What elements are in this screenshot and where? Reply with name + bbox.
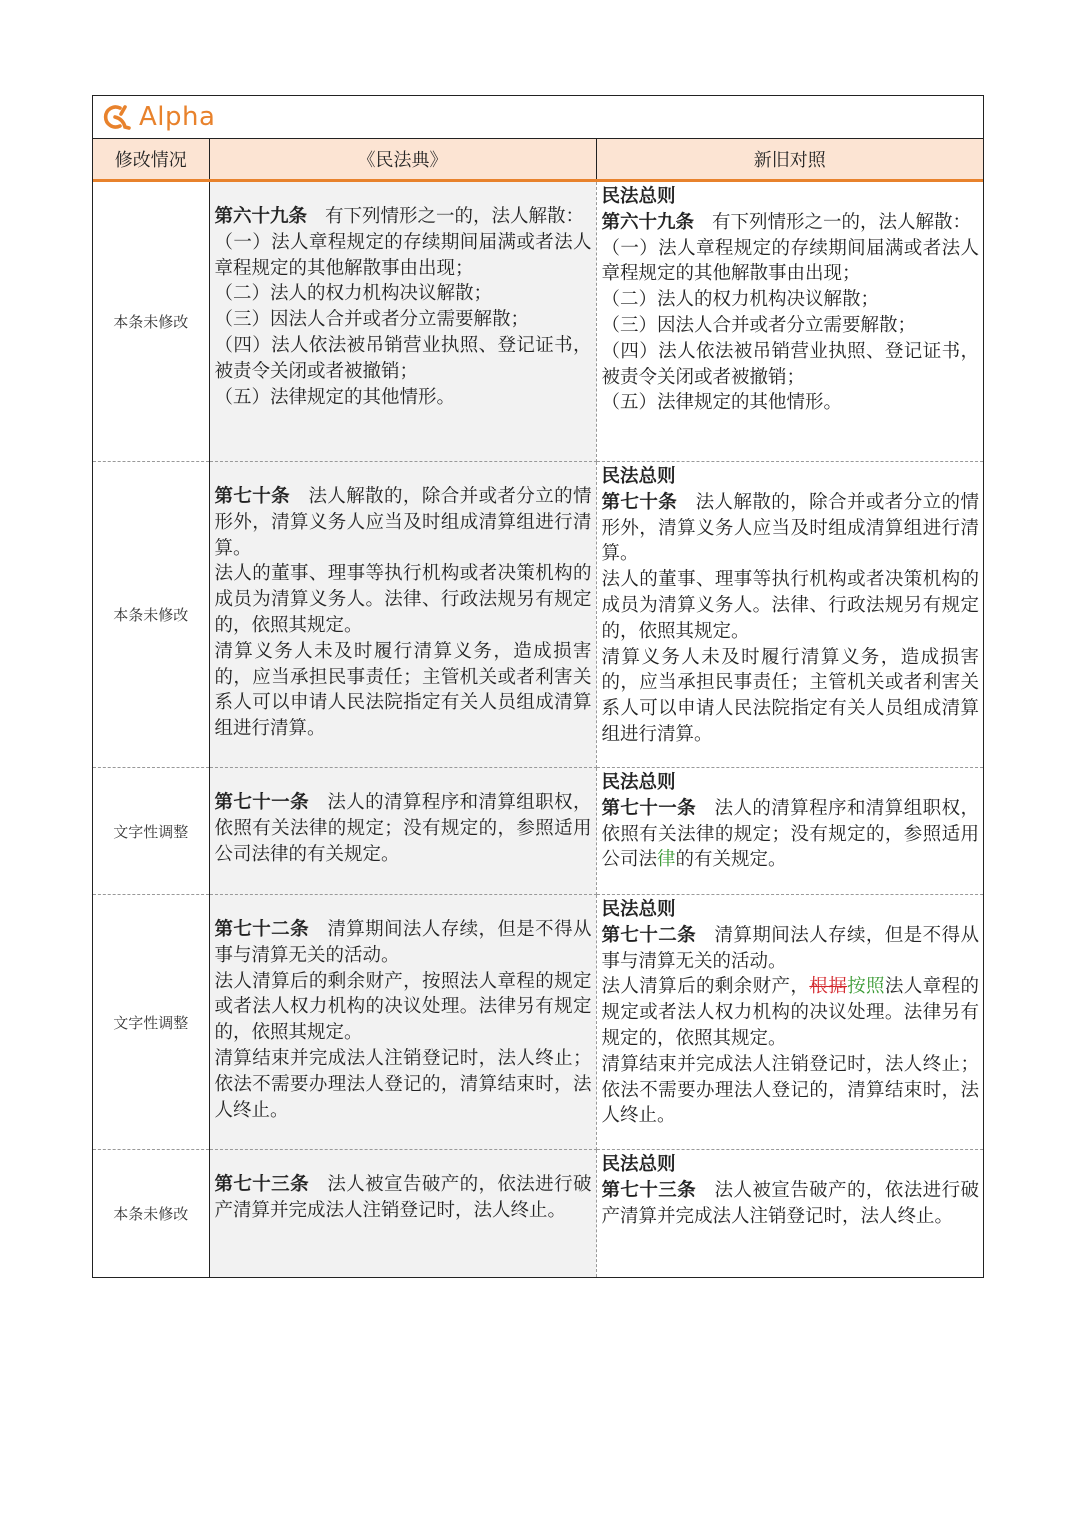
article-paragraph: 第七十条 法人解散的，除合并或者分立的情形外，清算义务人应当及时组成清算组进行清算。	[601, 491, 979, 565]
article-paragraph: 第七十三条 法人被宣告破产的，依法进行破产清算并完成法人注销登记时，法人终止。	[214, 1174, 592, 1221]
source-law: 民法总则	[601, 899, 676, 920]
table-row	[93, 895, 983, 1150]
status-cell: 文字性调整	[93, 895, 209, 1150]
civil-code-cell	[209, 1150, 596, 1277]
comparison-cell	[596, 895, 983, 1150]
deleted-text: 根据	[809, 976, 848, 998]
clause-paragraph: （五）法律规定的其他情形。	[601, 392, 843, 414]
civil-code-cell	[209, 768, 596, 895]
brand-header	[93, 96, 983, 139]
clause-paragraph: 清算结束并完成法人注销登记时，法人终止；依法不需要办理法人登记的，清算结束时，法人终止。	[214, 1047, 592, 1121]
header-status: 修改情况	[93, 139, 209, 181]
clause-paragraph: （一）法人章程规定的存续期间届满或者法人章程规定的其他解散事由出现；	[601, 237, 979, 285]
clause-paragraph: 法人清算后的剩余财产，按照法人章程的规定或者法人权力机构的决议处理。法律另有规定的，依照其规定。	[214, 970, 592, 1044]
comparison-table	[93, 139, 983, 1277]
clause-paragraph: （二）法人的权力机构决议解散；	[214, 283, 493, 305]
clause-paragraph: 法人的董事、理事等执行机构或者决策机构的成员为清算义务人。法律、行政法规另有规定的，依照其规定。	[601, 569, 979, 642]
article-paragraph: 第七十二条 清算期间法人存续，但是不得从事与清算无关的活动。	[601, 924, 979, 972]
source-law: 民法总则	[601, 772, 676, 793]
article-number: 第七十三条	[601, 1179, 697, 1201]
status-cell: 本条未修改	[93, 462, 209, 768]
article-number: 第七十三条	[214, 1174, 309, 1195]
comparison-cell	[596, 462, 983, 768]
alpha-logo-icon	[101, 103, 135, 131]
comparison-cell	[596, 181, 983, 462]
inserted-text: 律	[657, 849, 676, 871]
table-row	[93, 1150, 983, 1277]
source-law: 民法总则	[601, 186, 676, 207]
clause-paragraph: （四）法人依法被吊销营业执照、登记证书，被责令关闭或者被撤销；	[601, 340, 979, 388]
clause-paragraph: 清算结束并完成法人注销登记时，法人终止；依法不需要办理法人登记的，清算结束时，法人终止。	[601, 1053, 979, 1127]
article-paragraph: 第七十一条 法人的清算程序和清算组职权，依照有关法律的规定；没有规定的，参照适用公司法律的有关规定。	[214, 792, 592, 865]
comparison-cell	[596, 1150, 983, 1277]
clause-paragraph: （二）法人的权力机构决议解散；	[601, 289, 880, 311]
article-number: 第六十九条	[214, 206, 308, 227]
article-number: 第七十二条	[214, 919, 309, 940]
clause-paragraph: 法人的董事、理事等执行机构或者决策机构的成员为清算义务人。法律、行政法规另有规定的，依照其规定。	[214, 563, 592, 636]
civil-code-cell	[209, 181, 596, 462]
table-row	[93, 768, 983, 895]
clause-paragraph: 法人清算后的剩余财产，根据按照法人章程的规定或者法人权力机构的决议处理。法律另有规定的，依照其规定。	[601, 976, 979, 1049]
article-number: 第七十一条	[214, 792, 309, 813]
article-number: 第六十九条	[601, 211, 695, 233]
source-law: 民法总则	[601, 466, 676, 487]
article-paragraph: 第七十二条 清算期间法人存续，但是不得从事与清算无关的活动。	[214, 919, 592, 966]
inserted-text: 按照	[847, 976, 885, 998]
brand-name: Alpha	[139, 102, 216, 132]
clause-paragraph: 清算义务人未及时履行清算义务，造成损害的，应当承担民事责任；主管机关或者利害关系人可以申请人民法院指定有关人员组成清算组进行清算。	[601, 646, 979, 745]
status-cell: 本条未修改	[93, 1150, 209, 1277]
table-row	[93, 181, 983, 462]
article-number: 第七十条	[601, 491, 678, 513]
comparison-cell	[596, 768, 983, 895]
civil-code-cell	[209, 895, 596, 1150]
clause-paragraph: （三）因法人合并或者分立需要解散；	[214, 309, 530, 331]
article-paragraph: 第七十条 法人解散的，除合并或者分立的情形外，清算义务人应当及时组成清算组进行清算。	[214, 486, 592, 559]
civil-code-cell	[209, 462, 596, 768]
clause-paragraph: 清算义务人未及时履行清算义务，造成损害的，应当承担民事责任；主管机关或者利害关系人可以申请人民法院指定有关人员组成清算组进行清算。	[214, 640, 592, 740]
table-row	[93, 462, 983, 768]
article-number: 第七十二条	[601, 924, 697, 946]
status-cell: 本条未修改	[93, 181, 209, 462]
article-paragraph: 第七十一条 法人的清算程序和清算组职权，依照有关法律的规定；没有规定的，参照适用公司法律的有关规定。	[601, 797, 979, 871]
table-header-row	[93, 139, 983, 181]
clause-paragraph: （五）法律规定的其他情形。	[214, 386, 456, 408]
article-paragraph: 第六十九条 有下列情形之一的，法人解散：	[214, 206, 585, 227]
clause-paragraph: （四）法人依法被吊销营业执照、登记证书，被责令关闭或者被撤销；	[214, 334, 592, 382]
article-paragraph: 第六十九条 有下列情形之一的，法人解散：	[601, 211, 972, 233]
article-paragraph: 第七十三条 法人被宣告破产的，依法进行破产清算并完成法人注销登记时，法人终止。	[601, 1179, 979, 1227]
article-number: 第七十一条	[601, 797, 697, 819]
source-law: 民法总则	[601, 1154, 676, 1175]
clause-paragraph: （三）因法人合并或者分立需要解散；	[601, 314, 917, 336]
clause-paragraph: （一）法人章程规定的存续期间届满或者法人章程规定的其他解散事由出现；	[214, 231, 592, 279]
status-cell: 文字性调整	[93, 768, 209, 895]
comparison-sheet	[92, 95, 984, 1278]
header-civil-code: 《民法典》	[209, 139, 596, 181]
header-comparison: 新旧对照	[596, 139, 983, 181]
article-number: 第七十条	[214, 486, 291, 507]
